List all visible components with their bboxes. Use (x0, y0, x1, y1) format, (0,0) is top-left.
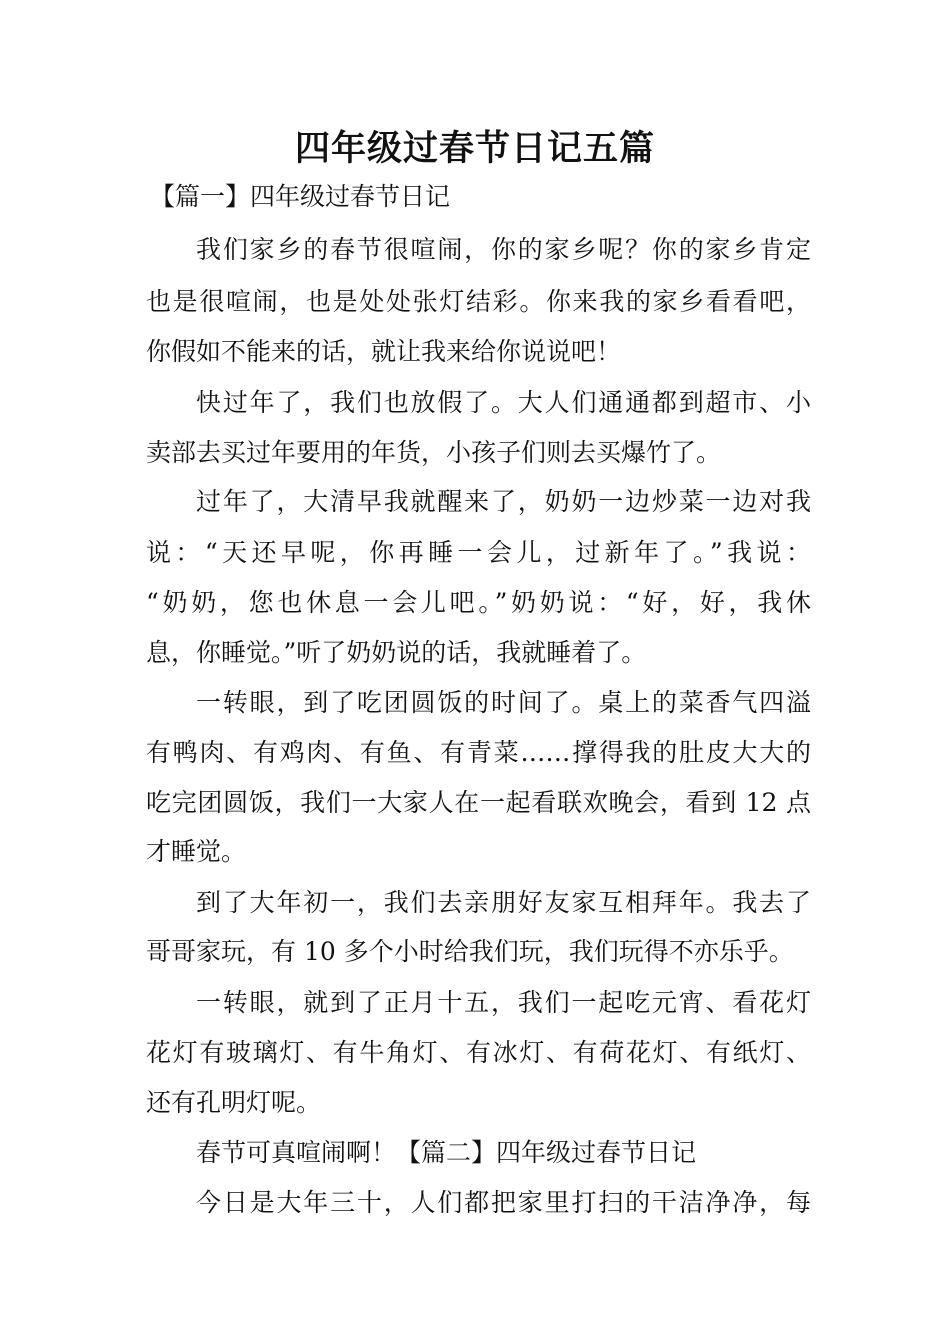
paragraph-line: 说：“天还早呢，你再睡一会儿，过新年了。”我说： (146, 538, 811, 567)
paragraph-line: 一转眼，到了吃团圆饭的时间了。桌上的菜香气四溢 (196, 688, 811, 717)
paragraph-line: 我们家乡的春节很喧闹，你的家乡呢？你的家乡肯定 (196, 235, 811, 264)
paragraph-line: 你假如不能来的话，就让我来给你说说吧！ (146, 337, 622, 366)
paragraph-line: 过年了，大清早我就醒来了，奶奶一边炒菜一边对我 (196, 487, 811, 516)
paragraph-line: 息，你睡觉。”听了奶奶说的话，我就睡着了。 (146, 638, 647, 667)
paragraph-line: 快过年了，我们也放假了。大人们通通都到超市、小 (196, 388, 811, 417)
paragraph-line: 今日是大年三十，人们都把家里打扫的干洁净净，每 (196, 1188, 811, 1217)
section-heading: 【篇一】四年级过春节日记 (150, 182, 451, 211)
paragraph-line: 才睡觉。 (146, 837, 247, 866)
paragraph-line: 也是很喧闹，也是处处张灯结彩。你来我的家乡看看吧， (146, 287, 811, 316)
paragraph-line: 哥哥家玩，有 10 多个小时给我们玩，我们玩得不亦乐乎。 (146, 937, 794, 966)
paragraph-line: 到了大年初一，我们去亲朋好友家互相拜年。我去了 (196, 888, 811, 917)
paragraph-line: 卖部去买过年要用的年货，小孩子们则去买爆竹了。 (146, 438, 722, 467)
paragraph-line: 一转眼，就到了正月十五，我们一起吃元宵、看花灯 (196, 988, 811, 1017)
paragraph-line: 花灯有玻璃灯、有牛角灯、有冰灯、有荷花灯、有纸灯、 (146, 1038, 811, 1067)
document-title: 四年级过春节日记五篇 (294, 128, 655, 169)
paragraph-line: 还有孔明灯呢。 (146, 1088, 322, 1117)
paragraph-line: 吃完团圆饭，我们一大家人在一起看联欢晚会，看到 12 点 (146, 788, 811, 817)
paragraph-line: 有鸭肉、有鸡肉、有鱼、有青菜……撑得我的肚皮大大的 (146, 738, 811, 767)
paragraph-line: “奶奶，您也休息一会儿吧。”奶奶说：“好，好，我休 (146, 588, 811, 617)
paragraph-line: 春节可真喧闹啊！【篇二】四年级过春节日记 (196, 1138, 697, 1167)
